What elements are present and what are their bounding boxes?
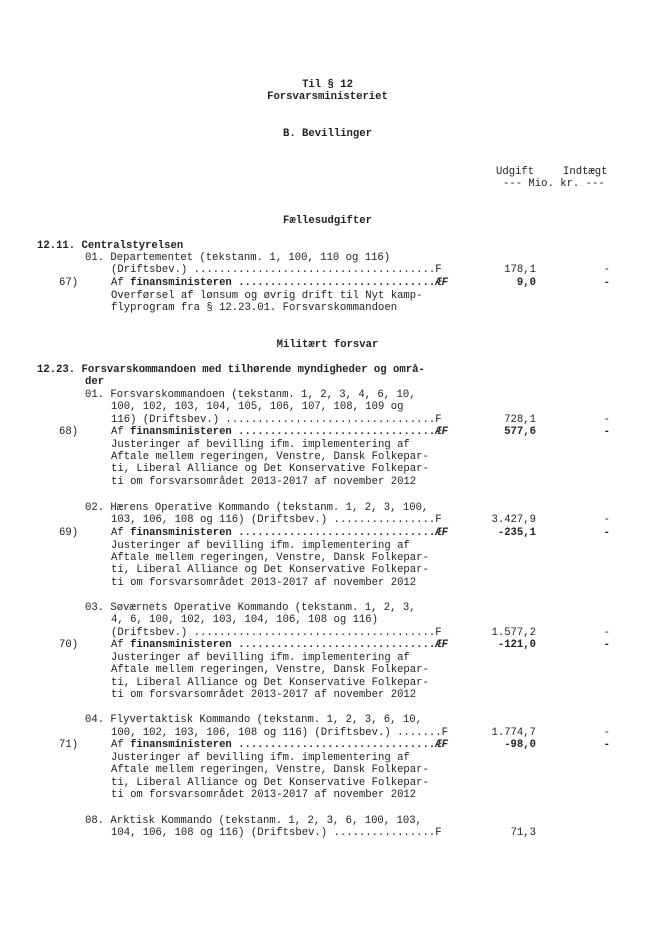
section-title: B. Bevillinger	[282, 128, 372, 140]
explanation-text: ti, Liberal Alliance og Det Konservative Folkepar-	[111, 677, 429, 689]
change-indtaegt: -	[603, 639, 610, 651]
account-heading-12-23-cont: der	[85, 376, 105, 388]
change-value: -98,0	[504, 739, 536, 751]
entry-line: 104, 106, 108 og 116) (Driftsbev.) ................F	[111, 827, 442, 839]
indtaegt-value: -	[603, 414, 610, 426]
column-indtaegt: Indtægt	[563, 166, 608, 178]
explanation-text: Justeringer af bevilling ifm. implementering af	[111, 439, 410, 451]
group-heading-militaert-forsvar: Militært forsvar	[276, 339, 379, 351]
account-heading-12-11: 12.11. Centralstyrelsen	[37, 240, 184, 252]
change-value: 9,0	[516, 277, 536, 289]
change-indtaegt: -	[603, 426, 610, 438]
indtaegt-value: -	[603, 264, 610, 276]
column-unit: --- Mio. kr. ---	[503, 178, 605, 190]
change-value: -235,1	[497, 527, 536, 539]
change-line: Af finansministeren ...............................ÆF	[111, 639, 448, 651]
change-line: Af finansministeren ...............................ÆF	[111, 739, 448, 751]
note-number: 70)	[59, 639, 79, 651]
change-line: Af finansministeren ...............................ÆF	[111, 277, 448, 289]
explanation-text: Justeringer af bevilling ifm. implementering af	[111, 540, 410, 552]
header-title: Til § 12	[302, 79, 353, 91]
explanation-text: flyprogram fra § 12.23.01. Forsvarskommandoen	[111, 302, 398, 314]
entry-line: 100, 102, 103, 106, 108 og 116) (Driftsbev.) .......F	[111, 727, 448, 739]
note-number: 67)	[59, 277, 79, 289]
indtaegt-value: -	[603, 727, 610, 739]
entry-line: 100, 102, 103, 104, 105, 106, 107, 108, 109 og	[111, 401, 404, 413]
change-value: -121,0	[497, 639, 536, 651]
explanation-text: ti, Liberal Alliance og Det Konservative Folkepar-	[111, 564, 429, 576]
explanation-text: Overførsel af lønsum og øvrig drift til Nyt kamp-	[111, 290, 423, 302]
header-ministry: Forsvarsministeriet	[267, 91, 388, 103]
explanation-text: Aftale mellem regeringen, Venstre, Dansk Folkepar-	[111, 552, 429, 564]
entry-line: (Driftsbev.) ......................................F	[111, 627, 442, 639]
indtaegt-value: -	[603, 627, 610, 639]
entry-line: 03. Søværnets Operative Kommando (tekstanm. 1, 2, 3,	[85, 602, 416, 614]
note-number: 68)	[59, 426, 79, 438]
indtaegt-value: -	[603, 514, 610, 526]
column-udgift: Udgift	[496, 166, 535, 178]
entry-line: 01. Departementet (tekstanm. 1, 100, 110 og 116)	[85, 252, 391, 264]
change-value: 577,6	[504, 426, 536, 438]
entry-line: (Driftsbev.) ......................................F	[111, 264, 442, 276]
explanation-text: Aftale mellem regeringen, Venstre, Dansk Folkepar-	[111, 764, 429, 776]
explanation-text: Justeringer af bevilling ifm. implementering af	[111, 652, 410, 664]
entry-line: 4, 6, 100, 102, 103, 104, 106, 108 og 116)	[111, 614, 379, 626]
note-number: 71)	[59, 739, 79, 751]
change-indtaegt: -	[603, 739, 610, 751]
udgift-value: 1.774,7	[491, 727, 536, 739]
explanation-text: ti om forsvarsområdet 2013-2017 af november 2012	[111, 577, 417, 589]
note-number: 69)	[59, 527, 79, 539]
explanation-text: Aftale mellem regeringen, Venstre, Dansk Folkepar-	[111, 664, 429, 676]
udgift-value: 178,1	[504, 264, 536, 276]
account-heading-12-23: 12.23. Forsvarskommandoen med tilhørende myndigheder og områ-	[37, 364, 425, 376]
entry-line: 116) (Driftsbev.) .................................F	[111, 414, 442, 426]
udgift-value: 728,1	[504, 414, 536, 426]
explanation-text: Justeringer af bevilling ifm. implementering af	[111, 752, 410, 764]
change-line: Af finansministeren ...............................ÆF	[111, 426, 448, 438]
entry-line: 08. Arktisk Kommando (tekstanm. 1, 2, 3, 6, 100, 103,	[85, 815, 422, 827]
explanation-text: ti om forsvarsområdet 2013-2017 af november 2012	[111, 476, 417, 488]
udgift-value: 1.577,2	[491, 627, 536, 639]
explanation-text: ti, Liberal Alliance og Det Konservative Folkepar-	[111, 777, 429, 789]
entry-line: 103, 106, 108 og 116) (Driftsbev.) ................F	[111, 514, 442, 526]
udgift-value: 3.427,9	[491, 514, 536, 526]
entry-line: 02. Hærens Operative Kommando (tekstanm. 1, 2, 3, 100,	[85, 502, 429, 514]
change-line: Af finansministeren ...............................ÆF	[111, 527, 448, 539]
explanation-text: Aftale mellem regeringen, Venstre, Dansk Folkepar-	[111, 451, 429, 463]
entry-line: 04. Flyvertaktisk Kommando (tekstanm. 1, 2, 3, 6, 10,	[85, 714, 422, 726]
change-indtaegt: -	[603, 527, 610, 539]
explanation-text: ti om forsvarsområdet 2013-2017 af november 2012	[111, 689, 417, 701]
explanation-text: ti, Liberal Alliance og Det Konservative Folkepar-	[111, 463, 429, 475]
udgift-value: 71,3	[510, 827, 536, 839]
explanation-text: ti om forsvarsområdet 2013-2017 af november 2012	[111, 789, 417, 801]
change-indtaegt: -	[603, 277, 610, 289]
entry-line: 01. Forsvarskommandoen (tekstanm. 1, 2, 3, 4, 6, 10,	[85, 389, 416, 401]
group-heading-faellesudgifter: Fællesudgifter	[282, 215, 372, 227]
